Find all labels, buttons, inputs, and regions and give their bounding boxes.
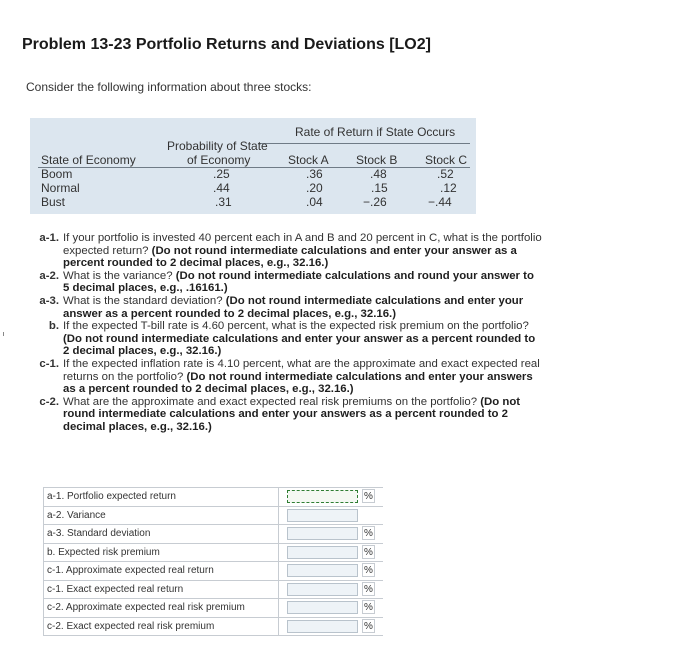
stock-c-normal: .12 (440, 181, 457, 195)
percent-unit: % (362, 582, 375, 596)
question-text: What are the approximate and exact expected real risk premiums on the portfolio? (63, 395, 481, 408)
answer-label: a-2. Variance (43, 507, 279, 525)
question-a2 (28, 270, 543, 295)
question-text: What is the standard deviation? (63, 294, 226, 307)
answer-label: c-2. Approximate expected real risk premium (43, 599, 279, 617)
rate-of-return-header: Rate of Return if State Occurs (295, 125, 456, 139)
answer-label: a-1. Portfolio expected return (43, 488, 279, 506)
state-bust: Bust (41, 195, 66, 209)
stock-b-normal: .15 (371, 181, 388, 195)
answer-row-c1-approx (43, 562, 383, 581)
question-b (28, 320, 543, 358)
stock-a-bust: .04 (306, 195, 323, 209)
percent-unit: % (362, 526, 375, 540)
state-header: State of Economy (41, 153, 136, 167)
question-instruction: (Do not round intermediate calculations and enter your answers as a percent rounded to 2 decimal places, e.g., 32.16.) (63, 395, 521, 433)
header-rule (258, 143, 470, 144)
prob-header-line2: of Economy (187, 153, 251, 167)
question-instruction: (Do not round intermediate calculations and enter your answer as a percent rounded to 2 decimal places, e.g., 32.16.) (63, 294, 524, 320)
variance-input[interactable] (287, 509, 358, 522)
stock-returns-table (30, 118, 476, 214)
answer-label: b. Expected risk premium (43, 544, 279, 562)
percent-unit: % (362, 545, 375, 559)
stock-a-normal: .20 (306, 181, 323, 195)
answer-row-c2-approx (43, 599, 383, 618)
stock-b-header: Stock B (356, 153, 398, 167)
question-c1 (28, 358, 543, 396)
answer-row-c1-exact (43, 581, 383, 600)
question-instruction: (Do not round intermediate calculations and enter your answer as a percent rounded to 2 decimal places, e.g., 32.16.) (63, 244, 517, 270)
percent-unit: % (362, 600, 375, 614)
state-normal: Normal (41, 181, 80, 195)
question-label: a-1. (39, 232, 59, 244)
question-label: a-3. (39, 294, 59, 307)
question-text: If the expected inflation rate is 4.10 percent, what are the approximate and exact expected real returns on the portfolio? (63, 357, 540, 383)
prob-bust: .31 (215, 195, 232, 209)
answer-row-b (43, 544, 383, 563)
question-label: b. (48, 320, 59, 333)
stock-a-boom: .36 (306, 167, 323, 181)
prob-boom: .25 (213, 167, 230, 181)
stock-c-header: Stock C (425, 153, 468, 167)
question-a3 (28, 295, 543, 320)
stock-a-header: Stock A (288, 153, 329, 167)
margin-mark (3, 332, 8, 336)
percent-unit: % (362, 489, 375, 503)
stock-c-boom: .52 (437, 167, 454, 181)
portfolio-expected-return-input[interactable] (287, 490, 358, 503)
answer-row-a1 (43, 487, 383, 507)
answer-table (43, 487, 383, 636)
question-list (28, 232, 543, 434)
question-label: a-2. (39, 269, 59, 282)
intro-text: Consider the following information about three stocks: (26, 80, 312, 94)
answer-label: c-2. Exact expected real risk premium (43, 618, 279, 636)
answer-row-a3 (43, 525, 383, 544)
percent-unit: % (362, 619, 375, 633)
question-a1 (28, 232, 543, 270)
answer-row-a2 (43, 507, 383, 526)
question-text: If the expected T-bill rate is 4.60 percent, what is the expected risk premium on the portfolio? (63, 320, 529, 333)
question-c2 (28, 396, 543, 434)
exact-real-return-input[interactable] (287, 583, 358, 596)
prob-header-line1: Probability of State (167, 139, 268, 153)
question-text: If your portfolio is invested 40 percent each in A and B and 20 percent in C, what is the portfolio expected return? (63, 232, 542, 257)
question-instruction: (Do not round intermediate calculations and round your answer to 5 decimal places, e.g., .16161.) (63, 269, 534, 295)
expected-risk-premium-input[interactable] (287, 546, 358, 559)
prob-normal: .44 (213, 181, 230, 195)
stock-b-bust: −.26 (363, 195, 387, 209)
column-rule (38, 167, 470, 168)
question-label: c-1. (39, 357, 59, 370)
stock-b-boom: .48 (370, 167, 387, 181)
question-instruction: (Do not round intermediate calculations and enter your answers as a percent rounded to 2 decimal places, e.g., 32.16.) (63, 370, 533, 396)
percent-unit: % (362, 563, 375, 577)
question-instruction: (Do not round intermediate calculations and enter your answer as a percent rounded to 2 decimal places, e.g., 32.16.) (63, 332, 536, 358)
answer-label: c-1. Exact expected real return (43, 581, 279, 599)
approx-real-risk-premium-input[interactable] (287, 601, 358, 614)
state-boom: Boom (41, 167, 73, 181)
stock-c-bust: −.44 (428, 195, 452, 209)
question-label: c-2. (39, 395, 59, 408)
problem-title: Problem 13-23 Portfolio Returns and Deviations [LO2] (22, 36, 431, 53)
answer-row-c2-exact (43, 618, 383, 637)
exact-real-risk-premium-input[interactable] (287, 620, 358, 633)
question-text: What is the variance? (63, 269, 176, 282)
answer-label: c-1. Approximate expected real return (43, 562, 279, 580)
answer-label: a-3. Standard deviation (43, 525, 279, 543)
empty-unit-cell (362, 508, 375, 522)
standard-deviation-input[interactable] (287, 527, 358, 540)
approx-real-return-input[interactable] (287, 564, 358, 577)
